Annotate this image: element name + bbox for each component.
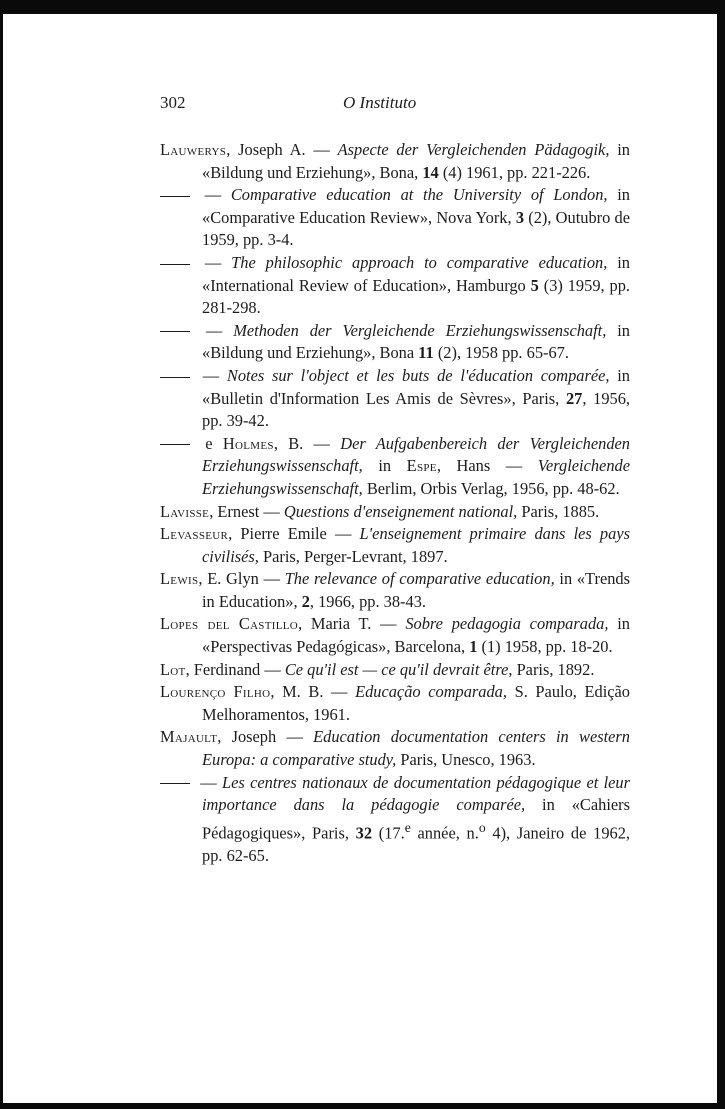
entry-title: Der Aufgabenbereich der Vergleichenden Erziehungswissenschaft, <box>202 433 630 476</box>
entry-title: The philosophic approach to comparative education, <box>231 252 608 272</box>
entry-volume: 14 <box>422 162 439 182</box>
bibliography-entry: Lot, Ferdinand — Ce qu'il est — ce qu'il devrait être, Paris, 1892. <box>160 659 595 679</box>
bibliography-entry: — Notes sur l'object et les buts de l'éducation comparée, in «Bulletin d'Information Les Amis de Sèvres», Paris, 27, 1956, pp. 39-42. <box>160 365 630 433</box>
bibliography-list <box>160 139 630 867</box>
ditto-dash <box>160 783 190 784</box>
entry-title: Notes sur l'object et les buts de l'éducation comparée, <box>226 365 610 385</box>
entry-author: Lot <box>160 659 186 679</box>
bibliography-entry: — Comparative education at the University of London, in «Comparative Education Review», Nova York, 3 (2), Outubro de 1959, pp. 3-4. <box>160 184 630 252</box>
entry-volume: 3 <box>515 207 525 227</box>
page-number: 302 <box>160 93 186 112</box>
bibliography-entry: Majault, Joseph — Education documentation centers in western Europa: a comparative study, Paris, Unesco, 1963. <box>160 727 630 770</box>
ditto-dash <box>160 196 190 197</box>
entry-author: Lauwerys <box>160 140 227 159</box>
entry-title: Sobre pedagogia comparada, <box>405 614 609 634</box>
ditto-dash <box>160 264 190 265</box>
entry-author: Lavisse <box>160 501 210 521</box>
entry-book-title: Vergleichende Erziehungswissenschaft, <box>202 456 630 498</box>
entry-author: Levasseur <box>160 524 229 544</box>
entry-volume: 27 <box>565 388 583 408</box>
entry-author: Majault <box>160 727 218 747</box>
entry-title: The relevance of comparative education, <box>284 569 555 589</box>
bibliography-entry: e Holmes, B. — Der Aufgabenbereich der Vergleichenden Erziehungswissenschaft, in Espe, Hans — Vergleichende Erziehungswissenschaft, Berlim, Orbis Verlag, 1956, pp. 48-62. <box>160 433 630 501</box>
entry-title: Ce qu'il est — ce qu'il devrait être, <box>284 659 513 679</box>
entry-title: Questions d'enseignement national, <box>283 501 518 521</box>
entry-title: Les centres nationaux de documentation pédagogique et leur importance dans la pédagogie comparée, <box>202 772 630 815</box>
ditto-dash <box>160 444 190 445</box>
bibliography-entry: Lopes del Castillo, Maria T. — Sobre pedagogia comparada, in «Perspectivas Pedagógicas», Barcelona, 1 (1) 1958, pp. 18-20. <box>160 614 630 657</box>
bibliography-entry: — The philosophic approach to comparative education, in «International Review of Education», Hamburgo 5 (3) 1959, pp. 281-298. <box>160 252 630 320</box>
entry-volume: 1 <box>469 637 478 657</box>
running-title: O Instituto <box>343 93 417 112</box>
bibliography-entry: Levasseur, Pierre Emile — L'enseignement primaire dans les pays civilisés, Paris, Perger-Levrant, 1897. <box>160 524 630 566</box>
entry-title: L'enseignement primaire dans les pays civilisés, <box>202 524 630 566</box>
entry-author: Lopes del Castillo <box>160 614 298 634</box>
entry-volume: 2 <box>301 591 310 611</box>
entry-volume: 32 <box>355 823 373 843</box>
entry-editor: Espe <box>406 456 437 476</box>
bibliography-entry: — Methoden der Vergleichende Erziehungswissenschaft, in «Bildung und Erziehung», Bona 11 (2), 1958 pp. 65-67. <box>160 320 630 365</box>
bibliography-entry: — Les centres nationaux de documentation pédagogique et leur importance dans la pédagogie comparée, in «Cahiers Pédagogiques», Paris, 32 (17.$^e$ année, n.$^o$ 4), Janeiro de 1962, pp. 62-65. <box>160 772 630 868</box>
entry-volume: 5 <box>530 275 539 295</box>
bibliography-entry: Lewis, E. Glyn — The relevance of comparative education, in «Trends in Education», 2, 1966, pp. 38-43. <box>160 569 630 611</box>
bibliography-entry: Lauwerys, Joseph A. — Aspecte der Vergleichenden Pädagogik, in «Bildung und Erziehung», Bona, 14 (4) 1961, pp. 221-226. <box>160 140 631 182</box>
entry-title: Methoden der Vergleichende Erziehungswissenschaft, <box>233 320 607 340</box>
page-header <box>160 93 630 117</box>
ditto-dash <box>160 331 190 332</box>
entry-title: Education documentation centers in western Europa: a comparative study, <box>202 727 630 770</box>
ordinal-superscript: o <box>478 819 486 835</box>
entry-co-author: Holmes <box>222 433 274 453</box>
entry-title: Educação comparada, <box>355 682 507 702</box>
entry-title: Comparative education at the University of London, <box>230 185 608 205</box>
entry-volume: 11 <box>418 343 434 363</box>
entry-title: Aspecte der Vergleichenden Pädagogik, <box>337 140 610 159</box>
entry-author: Lewis <box>160 569 199 589</box>
ditto-dash <box>160 377 190 378</box>
bibliography-entry: Lourenço Filho, M. B. — Educação comparada, S. Paulo, Edição Melhoramentos, 1961. <box>160 682 630 724</box>
entry-author: Lourenço Filho <box>160 682 271 702</box>
bibliography-entry: Lavisse, Ernest — Questions d'enseignement national, Paris, 1885. <box>160 501 600 521</box>
ordinal-superscript: e <box>404 819 411 835</box>
